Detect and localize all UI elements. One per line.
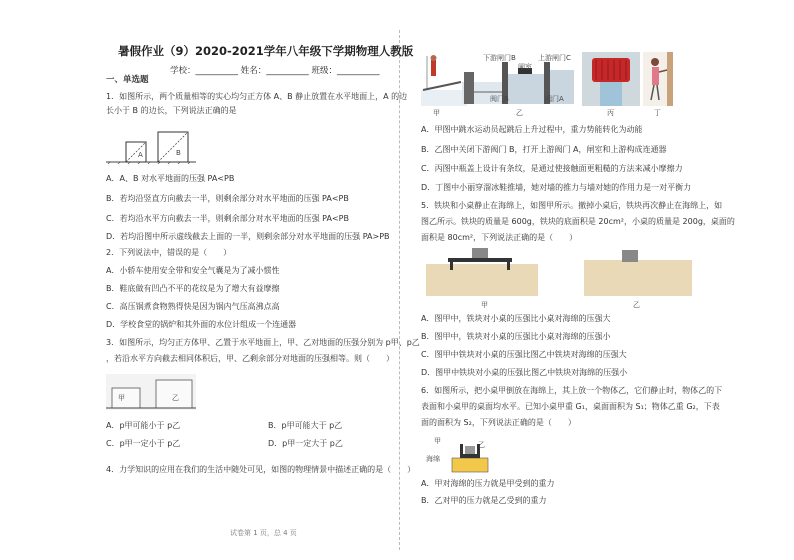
cube-jia-label: 甲 bbox=[118, 394, 125, 402]
q4-option-b: B．乙图中关闭下游阀门 B，打开上游阀门 A，闸室和上游构成连通器 bbox=[421, 145, 667, 154]
q1-stem-line1: 1．如图所示，两个质量相等的实心均匀正方体 A、B 静止放置在水平地面上，A 的边 bbox=[106, 92, 408, 101]
q3-option-c: C．p甲一定小于 p乙 bbox=[106, 439, 181, 448]
section-heading: 一、单选题 bbox=[106, 75, 149, 85]
q3-figure bbox=[106, 374, 196, 410]
q3-option-d: D．p甲一定大于 p乙 bbox=[268, 439, 343, 448]
q6-stem-line1: 6．如图所示，把小桌甲倒放在海绵上，其上放一个物体乙，它们静止时，物体乙的下 bbox=[421, 386, 723, 395]
q6-label-yi: 乙 bbox=[478, 441, 485, 449]
student-info-line bbox=[170, 64, 379, 76]
q5-option-c: C．图甲中铁块对小桌的压强比图乙中铁块对海绵的压强大 bbox=[421, 350, 627, 359]
name-blank: __________ bbox=[266, 66, 309, 76]
table-jia bbox=[460, 454, 480, 458]
q2-option-b: B．鞋底做有凹凸不平的花纹是为了增大有益摩擦 bbox=[106, 284, 280, 293]
page-footer: 试卷第 1 页，总 4 页 bbox=[230, 529, 297, 537]
q4-label-ding: 丁 bbox=[654, 109, 661, 117]
q4-figure-bing bbox=[582, 52, 640, 106]
q2-option-a: A．小轿车使用安全带和安全气囊是为了减小惯性 bbox=[106, 266, 280, 275]
q1-option-a: A．A、B 对水平地面的压强 PA<PB bbox=[106, 174, 235, 183]
object-yi bbox=[465, 446, 475, 454]
q5-figure-jia bbox=[426, 248, 538, 296]
q4-option-c: C．丙图中瓶盖上设计有条纹，是通过使接触面更粗糙的方法来减小摩擦力 bbox=[421, 164, 683, 173]
q5-option-a: A．图甲中，铁块对小桌的压强比小桌对海绵的压强大 bbox=[421, 314, 611, 323]
q5-label-yi: 乙 bbox=[633, 301, 640, 309]
q5-stem-line1: 5．铁块和小桌静止在海绵上，如图甲所示。撤掉小桌后，铁块再次静止在海绵上，如 bbox=[421, 201, 723, 210]
skater bbox=[652, 67, 659, 85]
q1-option-c: C．若均沿水平方向截去一半，则剩余部分对水平地面的压强 PA<PB bbox=[106, 214, 349, 223]
q6-option-a: A．甲对海绵的压力就是甲受到的重力 bbox=[421, 479, 555, 488]
q4-label-bing: 丙 bbox=[607, 109, 614, 117]
q5-stem-line2: 图乙所示。铁块的质量是 600g，铁块的底面积是 20cm²，小桌的质量是 200g，桌面的 bbox=[421, 217, 735, 226]
q3-option-b: B．p甲可能大于 p乙 bbox=[268, 421, 343, 430]
lock-up-label: 上游闸门C bbox=[538, 54, 571, 62]
page-title: 暑假作业（9）2020-2021学年八年级下学期物理人教版 bbox=[118, 44, 414, 58]
q4-stem: 4．力学知识的应用在我们的生活中随处可见，如图的物理情景中描述正确的是（ ） bbox=[106, 465, 416, 474]
class-label: 班级： bbox=[311, 66, 337, 76]
q2-option-c: C．高压锅煮食物熟得快是因为锅内气压高沸点高 bbox=[106, 302, 280, 311]
q5-stem-line3: 面积是 80cm²，下列说法正确的是（ ） bbox=[421, 233, 578, 242]
q3-stem-line1: 3．如图所示，均匀正方体甲、乙置于水平地面上，甲、乙对地面的压强分别为 p甲、p乙 bbox=[106, 338, 420, 347]
q6-option-b: B．乙对甲的压力就是乙受到的重力 bbox=[421, 496, 547, 505]
q6-stem-line2: 表面和小桌甲的桌面均水平。已知小桌甲重 G₁，桌面面积为 S₁；物体乙重 G₂，下表 bbox=[421, 402, 720, 411]
q3-stem-line2: ，若沿水平方向截去相同体积后，甲、乙剩余部分对地面的压强相等。则（ ） bbox=[106, 354, 394, 363]
bottle-cap bbox=[592, 58, 630, 82]
cube-a-label: A bbox=[138, 151, 143, 159]
cube-jia bbox=[112, 388, 140, 408]
school-blank: __________ bbox=[195, 66, 239, 76]
class-blank: __________ bbox=[336, 66, 380, 76]
q5-option-b: B．图甲中，铁块对小桌的压强比小桌对海绵的压强小 bbox=[421, 332, 611, 341]
school-label: 学校： bbox=[170, 66, 196, 76]
q1-option-d: D．若均沿图中所示虚线截去上面的一半，则剩余部分对水平地面的压强 PA>PB bbox=[106, 232, 390, 241]
q3-option-a: A．p甲可能小于 p乙 bbox=[106, 421, 181, 430]
q6-figure bbox=[446, 434, 492, 474]
q1-stem-line2: 长小于 B 的边长，下列说法正确的是 bbox=[106, 106, 237, 115]
q4-figure-jia bbox=[421, 52, 467, 106]
sponge bbox=[452, 458, 488, 472]
q4-label-jia: 甲 bbox=[433, 109, 440, 117]
sponge-yi bbox=[584, 260, 692, 296]
q6-label-sponge: 海绵 bbox=[426, 455, 440, 463]
q5-option-d: D．图甲中铁块对小桌的压强比图乙中铁块对海绵的压强小 bbox=[421, 368, 628, 377]
lock-room-label: 闸室 bbox=[518, 63, 532, 71]
valve-a-label: 阀门A bbox=[545, 95, 564, 103]
wall bbox=[667, 52, 673, 106]
sponge-jia bbox=[426, 264, 538, 296]
q4-option-a: A．甲图中跳水运动员起跳后上升过程中，重力势能转化为动能 bbox=[421, 125, 643, 134]
name-label: 姓名： bbox=[240, 66, 267, 76]
cube-yi-label: 乙 bbox=[172, 394, 179, 402]
small-table bbox=[448, 258, 512, 262]
q6-stem-line3: 面的面积为 S₂，下列说法正确的是（ ） bbox=[421, 418, 576, 427]
q5-label-jia: 甲 bbox=[481, 301, 488, 309]
q4-label-yi: 乙 bbox=[516, 109, 523, 117]
iron-block-jia bbox=[472, 248, 488, 258]
valve-b-label: 阀门B bbox=[490, 95, 509, 103]
lock-down-label: 下游闸门B bbox=[483, 54, 516, 62]
diver bbox=[431, 60, 436, 76]
q4-figure-ding bbox=[643, 52, 673, 106]
q6-label-jia: 甲 bbox=[434, 437, 441, 445]
q2-stem: 2．下列说法中，错误的是（ ） bbox=[106, 248, 232, 257]
iron-block-yi bbox=[622, 250, 638, 262]
cube-b-label: B bbox=[176, 149, 181, 157]
q4-option-d: D．丁图中小丽穿溜冰鞋推墙，她对墙的推力与墙对她的作用力是一对平衡力 bbox=[421, 183, 692, 192]
q5-figure-yi bbox=[584, 248, 692, 296]
q2-option-d: D．学校食堂的锅炉和其外面的水位计组成一个连通器 bbox=[106, 320, 297, 329]
q1-option-b: B．若均沿竖直方向截去一半，则剩余部分对水平地面的压强 PA<PB bbox=[106, 194, 349, 203]
q1-figure bbox=[106, 128, 196, 164]
